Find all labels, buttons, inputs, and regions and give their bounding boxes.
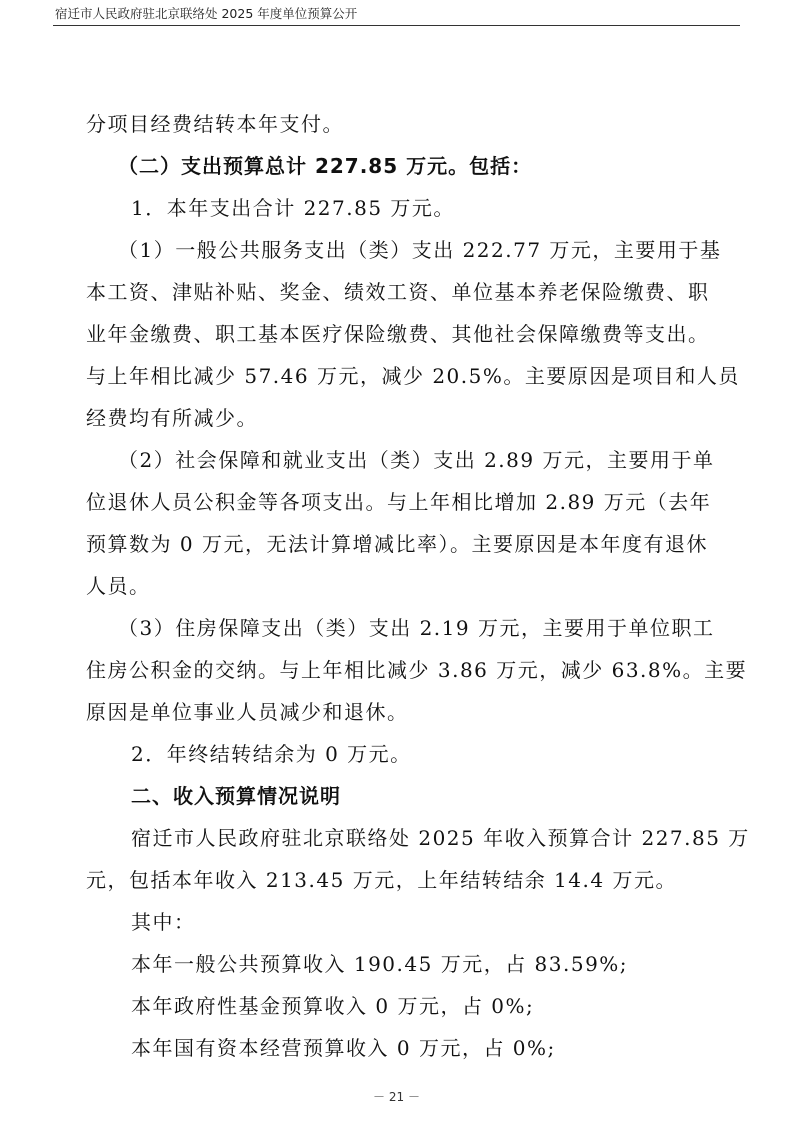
paragraph-line: 位退休人员公积金等各项支出。与上年相比增加 2.89 万元（去年 [86, 490, 712, 514]
paragraph-line: 分项目经费结转本年支付。 [86, 112, 344, 136]
paragraph-line: 经费均有所减少。 [86, 406, 258, 430]
page-number: － 21 － [373, 1090, 420, 1104]
paragraph-line: 本年国有资本经营预算收入 0 万元，占 0%; [131, 1036, 556, 1060]
paragraph-line: 预算数为 0 万元，无法计算增减比率）。主要原因是本年度有退休 [86, 532, 708, 556]
paragraph-line: （1）一般公共服务支出（类）支出 222.77 万元，主要用于基 [118, 238, 722, 262]
paragraph-line: 2．年终结转结余为 0 万元。 [131, 742, 412, 766]
paragraph-line: 业年金缴费、职工基本医疗保险缴费、其他社会保障缴费等支出。 [86, 322, 710, 346]
paragraph-line: 元，包括本年收入 213.45 万元，上年结转结余 14.4 万元。 [86, 868, 677, 892]
paragraph-line: 本工资、津贴补贴、奖金、绩效工资、单位基本养老保险缴费、职 [86, 280, 710, 304]
paragraph-line: 其中： [131, 910, 196, 934]
paragraph-line: 与上年相比减少 57.46 万元，减少 20.5%。主要原因是项目和人员 [86, 364, 740, 388]
paragraph-line: 人员。 [86, 574, 151, 598]
paragraph-line: 本年政府性基金预算收入 0 万元，占 0%; [131, 994, 535, 1018]
paragraph-line: （2）社会保障和就业支出（类）支出 2.89 万元，主要用于单 [118, 448, 715, 472]
paragraph-line: 宿迁市人民政府驻北京联络处 2025 年收入预算合计 227.85 万 [131, 826, 750, 850]
paragraph-line: （3）住房保障支出（类）支出 2.19 万元，主要用于单位职工 [118, 616, 715, 640]
paragraph-line: 住房公积金的交纳。与上年相比减少 3.86 万元，减少 63.8%。主要 [86, 658, 748, 682]
running-header: 宿迁市人民政府驻北京联络处 2025 年度单位预算公开 [55, 6, 358, 21]
paragraph-line: 本年一般公共预算收入 190.45 万元，占 83.59%; [131, 952, 629, 976]
header-rule [53, 25, 740, 26]
section-heading-expenditure-total: （二）支出预算总计 227.85 万元。包括： [118, 154, 533, 178]
paragraph-line: 原因是单位事业人员减少和退休。 [86, 700, 409, 724]
paragraph-line: 1．本年支出合计 227.85 万元。 [131, 196, 455, 220]
section-heading-income: 二、收入预算情况说明 [131, 784, 341, 808]
